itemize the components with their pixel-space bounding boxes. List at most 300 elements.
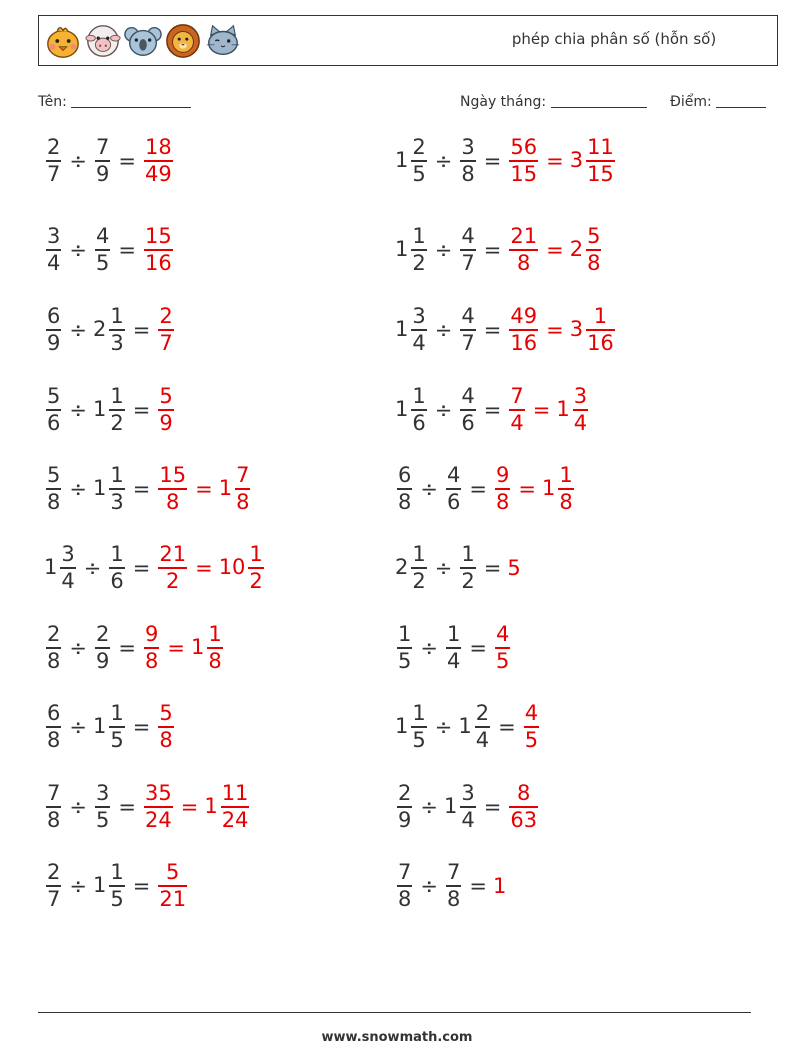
whole-part: 3 xyxy=(569,317,584,341)
fraction xyxy=(411,542,426,594)
numerator: 1 xyxy=(412,701,426,726)
divide-sign: ÷ xyxy=(69,149,87,173)
numerator: 35 xyxy=(144,781,172,806)
numerator: 2 xyxy=(47,860,61,885)
denominator: 15 xyxy=(510,161,538,186)
answer-value xyxy=(142,622,161,674)
numerator: 1 xyxy=(398,622,412,647)
fraction xyxy=(411,701,426,753)
denominator: 4 xyxy=(475,727,490,752)
fraction xyxy=(95,622,110,674)
fraction xyxy=(397,463,412,515)
answer xyxy=(507,224,603,276)
divisor xyxy=(93,224,112,276)
answer-value xyxy=(507,304,540,356)
whole-part: 2 xyxy=(395,555,409,579)
numerator: 56 xyxy=(510,135,538,160)
fraction xyxy=(207,622,222,674)
whole-part: 2 xyxy=(569,237,584,261)
denominator: 49 xyxy=(144,161,172,186)
whole-part: 2 xyxy=(92,317,107,341)
numerator: 4 xyxy=(461,224,475,249)
divisor xyxy=(93,463,127,515)
dividend xyxy=(44,701,63,753)
numerator: 1 xyxy=(249,542,263,567)
problem-16 xyxy=(395,695,541,759)
numerator: 15 xyxy=(144,224,172,249)
numerator: 7 xyxy=(510,384,524,409)
numerator: 6 xyxy=(47,304,61,329)
fraction xyxy=(144,622,159,674)
denominator: 2 xyxy=(166,568,180,593)
numerator: 3 xyxy=(573,384,588,409)
fraction xyxy=(95,135,110,187)
denominator: 3 xyxy=(110,330,124,355)
fraction xyxy=(95,781,110,833)
fraction xyxy=(158,463,187,515)
denominator: 24 xyxy=(221,807,249,832)
dividend xyxy=(395,304,429,356)
denominator: 8 xyxy=(517,250,531,275)
answer-value xyxy=(507,135,540,187)
problem-8 xyxy=(395,378,590,442)
denominator: 8 xyxy=(495,489,510,514)
fraction xyxy=(109,384,124,436)
divisor xyxy=(93,622,112,674)
whole-part: 3 xyxy=(569,148,584,172)
problem-11 xyxy=(44,536,266,600)
numerator: 21 xyxy=(159,542,187,567)
divisor xyxy=(93,384,127,436)
divisor xyxy=(458,304,477,356)
answer xyxy=(142,622,225,674)
divide-sign: ÷ xyxy=(420,874,438,898)
answer-equals-sign: = xyxy=(532,398,551,422)
answer xyxy=(507,556,521,580)
divide-sign: ÷ xyxy=(420,636,438,660)
numerator: 5 xyxy=(159,384,173,409)
divisor xyxy=(444,463,463,515)
answer xyxy=(507,304,616,356)
numerator: 2 xyxy=(398,781,412,806)
denominator: 5 xyxy=(398,648,412,673)
equals-sign: = xyxy=(483,398,502,422)
numerator: 7 xyxy=(95,135,110,160)
dividend xyxy=(44,384,63,436)
denominator: 6 xyxy=(47,410,61,435)
footer-site: www.snowmath.com xyxy=(321,1030,473,1045)
cat-icon xyxy=(204,22,242,60)
whole-part: 1 xyxy=(395,714,409,738)
whole-part: 1 xyxy=(92,714,107,738)
whole-part: 1 xyxy=(44,555,58,579)
whole-part: 10 xyxy=(218,555,246,579)
answer xyxy=(493,622,512,674)
answer-value xyxy=(156,304,175,356)
denominator: 5 xyxy=(495,648,510,673)
denominator: 4 xyxy=(61,568,75,593)
denominator: 9 xyxy=(95,648,110,673)
fraction xyxy=(109,701,124,753)
fraction xyxy=(144,135,173,187)
date-blank[interactable] xyxy=(551,93,647,108)
fraction xyxy=(411,224,426,276)
numerator: 5 xyxy=(47,463,61,488)
numerator: 5 xyxy=(159,701,173,726)
dividend xyxy=(395,542,429,594)
fraction xyxy=(411,304,426,356)
problem-10 xyxy=(395,457,576,521)
denominator: 2 xyxy=(412,568,426,593)
problem-13 xyxy=(44,616,225,680)
answer-equals-sign: = xyxy=(546,238,564,262)
fraction xyxy=(411,135,426,187)
fraction xyxy=(573,384,588,436)
answer-value xyxy=(507,224,540,276)
denominator: 5 xyxy=(412,161,426,186)
answer xyxy=(142,781,251,833)
footer-divider xyxy=(38,1012,751,1013)
equals-sign: = xyxy=(483,556,502,580)
divisor xyxy=(93,781,112,833)
numerator: 1 xyxy=(208,622,222,647)
answer xyxy=(156,384,175,436)
fraction xyxy=(446,860,461,912)
numerator: 3 xyxy=(461,135,475,160)
denominator: 8 xyxy=(208,648,222,673)
numerator: 2 xyxy=(159,304,173,329)
numerator: 1 xyxy=(559,463,573,488)
whole-part: 5 xyxy=(507,556,521,580)
denominator: 9 xyxy=(398,807,412,832)
divide-sign: ÷ xyxy=(434,318,453,342)
equals-sign: = xyxy=(132,318,151,342)
whole-part: 1 xyxy=(492,874,507,898)
fraction xyxy=(158,860,187,912)
denominator: 8 xyxy=(47,489,61,514)
problem-4 xyxy=(395,218,603,282)
equals-sign: = xyxy=(132,715,151,739)
answer xyxy=(522,701,541,753)
fraction xyxy=(397,860,412,912)
denominator: 6 xyxy=(446,489,461,514)
answer-value xyxy=(156,384,175,436)
fraction xyxy=(109,463,124,515)
equals-sign: = xyxy=(132,556,151,580)
equals-sign: = xyxy=(469,874,487,898)
fraction xyxy=(248,542,263,594)
numerator: 9 xyxy=(144,622,159,647)
fraction xyxy=(446,463,461,515)
answer-value xyxy=(507,781,540,833)
dividend xyxy=(395,135,429,187)
problem-15 xyxy=(44,695,176,759)
numerator: 15 xyxy=(159,463,187,488)
problem-20 xyxy=(395,854,507,918)
answer xyxy=(156,701,175,753)
denominator: 4 xyxy=(573,410,588,435)
divisor xyxy=(458,384,477,436)
numerator: 5 xyxy=(587,224,601,249)
whole-part: 1 xyxy=(556,397,570,421)
denominator: 7 xyxy=(47,886,61,911)
denominator: 5 xyxy=(110,727,124,752)
dividend xyxy=(395,463,414,515)
problem-19 xyxy=(44,854,189,918)
fraction xyxy=(46,224,61,276)
numerator: 3 xyxy=(461,781,475,806)
fraction xyxy=(144,781,173,833)
koala-icon xyxy=(124,22,162,60)
lion-icon xyxy=(164,22,202,60)
numerator: 3 xyxy=(412,304,426,329)
answer-value xyxy=(191,622,225,674)
equals-sign: = xyxy=(132,477,151,501)
fraction xyxy=(509,135,538,187)
divisor xyxy=(93,701,127,753)
numerator: 4 xyxy=(95,224,110,249)
answer-equals-sign: = xyxy=(546,318,564,342)
divisor xyxy=(458,542,477,594)
fraction xyxy=(495,463,510,515)
answer-value xyxy=(493,463,512,515)
fraction xyxy=(158,384,173,436)
denominator: 4 xyxy=(412,330,426,355)
divide-sign: ÷ xyxy=(69,636,87,660)
denominator: 8 xyxy=(236,489,250,514)
numerator: 1 xyxy=(412,384,426,409)
problem-9 xyxy=(44,457,252,521)
chick-icon xyxy=(44,22,82,60)
answer xyxy=(507,135,616,187)
fraction xyxy=(460,304,475,356)
fraction xyxy=(109,860,124,912)
fraction xyxy=(460,542,475,594)
fraction xyxy=(558,463,573,515)
denominator: 5 xyxy=(95,807,110,832)
fraction xyxy=(158,701,173,753)
fraction xyxy=(411,384,426,436)
dividend xyxy=(44,135,63,187)
divide-sign: ÷ xyxy=(434,238,453,262)
numerator: 3 xyxy=(61,542,75,567)
equals-sign: = xyxy=(469,477,487,501)
equals-sign: = xyxy=(118,149,136,173)
denominator: 6 xyxy=(110,568,124,593)
numerator: 11 xyxy=(587,135,614,160)
answer-value xyxy=(142,224,175,276)
problem-7 xyxy=(44,378,176,442)
denominator: 7 xyxy=(159,330,173,355)
fraction xyxy=(460,781,475,833)
numerator: 4 xyxy=(524,701,539,726)
fraction xyxy=(586,224,601,276)
numerator: 1 xyxy=(110,542,124,567)
fraction xyxy=(397,622,412,674)
denominator: 9 xyxy=(95,161,110,186)
answer xyxy=(156,542,265,594)
denominator: 6 xyxy=(412,410,426,435)
header-box xyxy=(38,15,778,66)
denominator: 8 xyxy=(398,489,412,514)
numerator: 7 xyxy=(47,781,61,806)
numerator: 1 xyxy=(412,542,426,567)
numerator: 7 xyxy=(446,860,461,885)
denominator: 24 xyxy=(144,807,172,832)
denominator: 5 xyxy=(524,727,539,752)
divide-sign: ÷ xyxy=(69,398,87,422)
divide-sign: ÷ xyxy=(434,715,453,739)
numerator: 1 xyxy=(110,701,124,726)
dividend xyxy=(44,622,63,674)
denominator: 9 xyxy=(47,330,61,355)
name-label: Tên: xyxy=(38,94,67,110)
denominator: 5 xyxy=(95,250,110,275)
numerator: 1 xyxy=(110,304,124,329)
answer-value xyxy=(542,463,576,515)
divide-sign: ÷ xyxy=(69,795,87,819)
numerator: 8 xyxy=(517,781,531,806)
divide-sign: ÷ xyxy=(69,238,87,262)
answer-value xyxy=(156,463,189,515)
equals-sign: = xyxy=(483,238,502,262)
answer-equals-sign: = xyxy=(167,636,185,660)
divide-sign: ÷ xyxy=(69,318,87,342)
answer-value xyxy=(522,701,541,753)
problem-12 xyxy=(395,536,522,600)
numerator: 1 xyxy=(412,224,426,249)
whole-part: 1 xyxy=(443,794,458,818)
dividend xyxy=(395,224,429,276)
whole-part: 1 xyxy=(395,237,409,261)
numerator: 6 xyxy=(47,701,61,726)
fraction xyxy=(509,224,538,276)
answer-value xyxy=(156,701,175,753)
numerator: 7 xyxy=(398,860,412,885)
answer xyxy=(493,463,576,515)
problem-3 xyxy=(44,218,175,282)
dividend xyxy=(395,781,414,833)
fraction xyxy=(46,463,61,515)
divide-sign: ÷ xyxy=(434,398,453,422)
denominator: 7 xyxy=(47,161,61,186)
problem-17 xyxy=(44,775,251,839)
problem-14 xyxy=(395,616,512,680)
numerator: 11 xyxy=(221,781,249,806)
denominator: 4 xyxy=(461,807,475,832)
fraction xyxy=(46,860,61,912)
fraction xyxy=(109,304,124,356)
divisor xyxy=(93,304,127,356)
fraction xyxy=(524,701,539,753)
divide-sign: ÷ xyxy=(69,477,87,501)
equals-sign: = xyxy=(118,636,136,660)
score-blank[interactable] xyxy=(716,93,766,108)
fraction xyxy=(460,135,475,187)
answer-value xyxy=(570,304,617,356)
fraction xyxy=(509,781,538,833)
numerator: 2 xyxy=(475,701,490,726)
answer xyxy=(156,463,252,515)
answer xyxy=(142,224,175,276)
problem-5 xyxy=(44,298,176,362)
fraction xyxy=(46,304,61,356)
denominator: 8 xyxy=(446,886,461,911)
denominator: 15 xyxy=(587,161,614,186)
answer-value xyxy=(142,135,175,187)
denominator: 7 xyxy=(461,330,475,355)
numerator: 7 xyxy=(236,463,250,488)
numerator: 3 xyxy=(95,781,110,806)
numerator: 18 xyxy=(144,135,172,160)
whole-part: 1 xyxy=(204,794,218,818)
fraction xyxy=(46,781,61,833)
divisor xyxy=(458,135,477,187)
equals-sign: = xyxy=(132,874,151,898)
answer-equals-sign: = xyxy=(195,477,213,501)
answer-value xyxy=(507,384,526,436)
dividend xyxy=(44,781,63,833)
numerator: 2 xyxy=(412,135,426,160)
answer-value xyxy=(507,556,521,580)
denominator: 2 xyxy=(412,250,426,275)
numerator: 1 xyxy=(110,860,124,885)
numerator: 4 xyxy=(495,622,510,647)
equals-sign: = xyxy=(498,715,516,739)
equals-sign: = xyxy=(483,318,502,342)
dividend xyxy=(395,860,414,912)
fraction xyxy=(109,542,124,594)
divide-sign: ÷ xyxy=(434,556,453,580)
denominator: 8 xyxy=(166,489,180,514)
numerator: 4 xyxy=(461,304,475,329)
divisor xyxy=(444,781,478,833)
problem-2 xyxy=(395,129,617,193)
denominator: 6 xyxy=(461,410,475,435)
answer-value xyxy=(156,542,189,594)
denominator: 16 xyxy=(587,330,614,355)
fraction xyxy=(221,781,250,833)
fraction xyxy=(460,224,475,276)
denominator: 2 xyxy=(110,410,124,435)
denominator: 5 xyxy=(412,727,426,752)
fraction xyxy=(586,135,615,187)
denominator: 8 xyxy=(47,727,61,752)
numerator: 1 xyxy=(110,384,124,409)
numerator: 21 xyxy=(510,224,538,249)
fraction xyxy=(46,135,61,187)
numerator: 49 xyxy=(510,304,538,329)
divisor xyxy=(444,622,463,674)
sheep-icon xyxy=(84,22,122,60)
divide-sign: ÷ xyxy=(420,795,438,819)
denominator: 8 xyxy=(587,250,601,275)
name-field xyxy=(38,93,191,110)
numerator: 2 xyxy=(47,135,61,160)
name-blank[interactable] xyxy=(71,93,191,108)
whole-part: 1 xyxy=(541,476,556,500)
answer xyxy=(507,781,540,833)
answer-value xyxy=(493,874,507,898)
fraction xyxy=(46,701,61,753)
divisor xyxy=(444,860,463,912)
divisor xyxy=(93,135,112,187)
denominator: 8 xyxy=(559,489,573,514)
denominator: 5 xyxy=(110,886,124,911)
answer-value xyxy=(142,781,175,833)
answer-equals-sign: = xyxy=(195,556,213,580)
answer xyxy=(507,384,590,436)
